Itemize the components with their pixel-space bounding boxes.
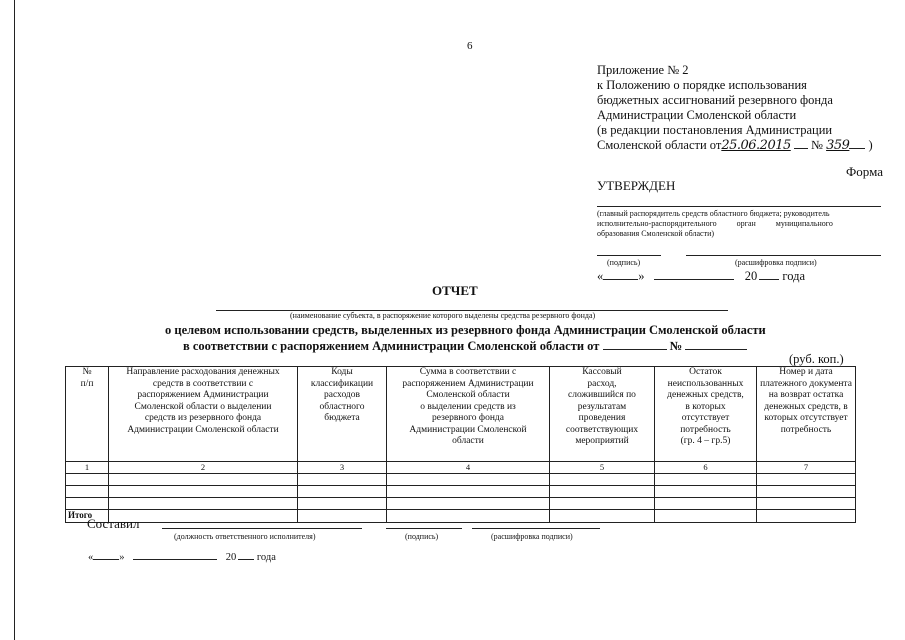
table-row [66,498,856,510]
handwritten-number: 359 [826,138,850,153]
total-label: Итого [66,510,109,523]
close-paren: ) [868,138,873,152]
decoding-line [686,255,881,256]
table-header-row [66,367,856,462]
open-quote: « [88,552,94,563]
approver-caption [597,209,881,239]
approval-date [597,269,805,284]
compiled-label: Составил [87,516,140,531]
annex-last-line [597,138,873,153]
close-quote: » [638,269,645,283]
heading-line-2-prefix: в соответствии с распоряжением Администрации Смоленской области от [183,339,600,353]
column-number: 1 [66,462,109,474]
header-cell-direction: Направление расходования денежных средств в соответствии с распоряжением Администрации Смоленской области о выделении средств из резервного фонда Администрации Смоленской области [109,367,298,462]
header-cell-remainder: Остаток неиспользованных денежных средств, в которых отсутствует потребность (гр. 4 – гр.5) [655,367,757,462]
header-cell-sum: Сумма в соответствии с распоряжением Администрации Смоленской области о выделении средств из резервного фонда Администрации Смоленской области [387,367,550,462]
annex-line: к Положению о порядке использования [597,78,807,92]
approver-caption-line: образования Смоленской области) [597,229,715,238]
annex-line: Администрации Смоленской области [597,108,797,122]
column-number: 2 [109,462,298,474]
annex-line: Приложение № 2 [597,63,689,77]
approver-caption-line: (главный распорядитель средств областного бюджета; руководитель [597,209,830,218]
approver-caption-line: исполнительно-распорядительного орган муниципального [597,219,833,228]
header-cell-payment-doc: Номер и дата платежного документа на возврат остатка денежных средств, в которых отсутствует потребность [757,367,856,462]
header-cell-codes: Коды классификации расходов областного бюджета [298,367,387,462]
annex-line: (в редакции постановления Администрации [597,123,833,137]
number-sign: № [811,138,823,152]
approved-label: УТВЕРЖДЕН [597,178,676,193]
report-title: ОТЧЕТ [432,283,478,298]
total-row [66,510,856,523]
position-line [162,528,362,529]
year-prefix: 20 [744,269,758,283]
footer-decoding-caption: (расшифровка подписи) [491,532,573,541]
form-label: Форма [846,164,883,179]
header-cell-number: № п/п [66,367,109,462]
year-word: года [256,552,276,563]
table-row [66,486,856,498]
column-number: 7 [757,462,856,474]
footer-decoding-line [472,528,600,529]
handwritten-date: 25.06.2015 [721,138,791,153]
column-number: 4 [387,462,550,474]
footer-signature-line [386,528,462,529]
footer-date [88,552,276,563]
column-number: 5 [550,462,655,474]
year-word: года [782,269,805,283]
footer-signature-caption: (подпись) [405,532,439,541]
units-label: (руб. коп.) [789,352,844,366]
position-caption: (должность ответственного исполнителя) [174,532,316,541]
table-row [66,474,856,486]
decoding-caption: (расшифровка подписи) [735,258,817,267]
column-number: 6 [655,462,757,474]
annex-line: бюджетных ассигнований резервного фонда [597,93,833,107]
heading-line-1: о целевом использовании средств, выделенных из резервного фонда Администрации Смоленской области [165,323,766,337]
header-cell-cash: Кассовый расход, сложившийся по результатам проведения соответствующих мероприятий [550,367,655,462]
subject-caption: (наименование субъекта, в распоряжение которого выделены средства резервного фонда) [290,311,596,320]
heading-line-2 [183,339,747,354]
column-number: 3 [298,462,387,474]
open-quote: « [597,269,604,283]
column-number-row [66,462,856,474]
annex-block [597,63,873,153]
page-number: 6 [467,40,473,52]
heading-number-sign: № [669,339,683,353]
signature-line [597,255,661,256]
year-prefix: 20 [225,552,237,563]
report-table [65,366,856,523]
annex-last-prefix: Смоленской области от [597,138,722,152]
close-quote: » [119,552,125,563]
approver-line [597,206,881,207]
signature-caption: (подпись) [607,258,641,267]
page-left-border [14,0,15,640]
